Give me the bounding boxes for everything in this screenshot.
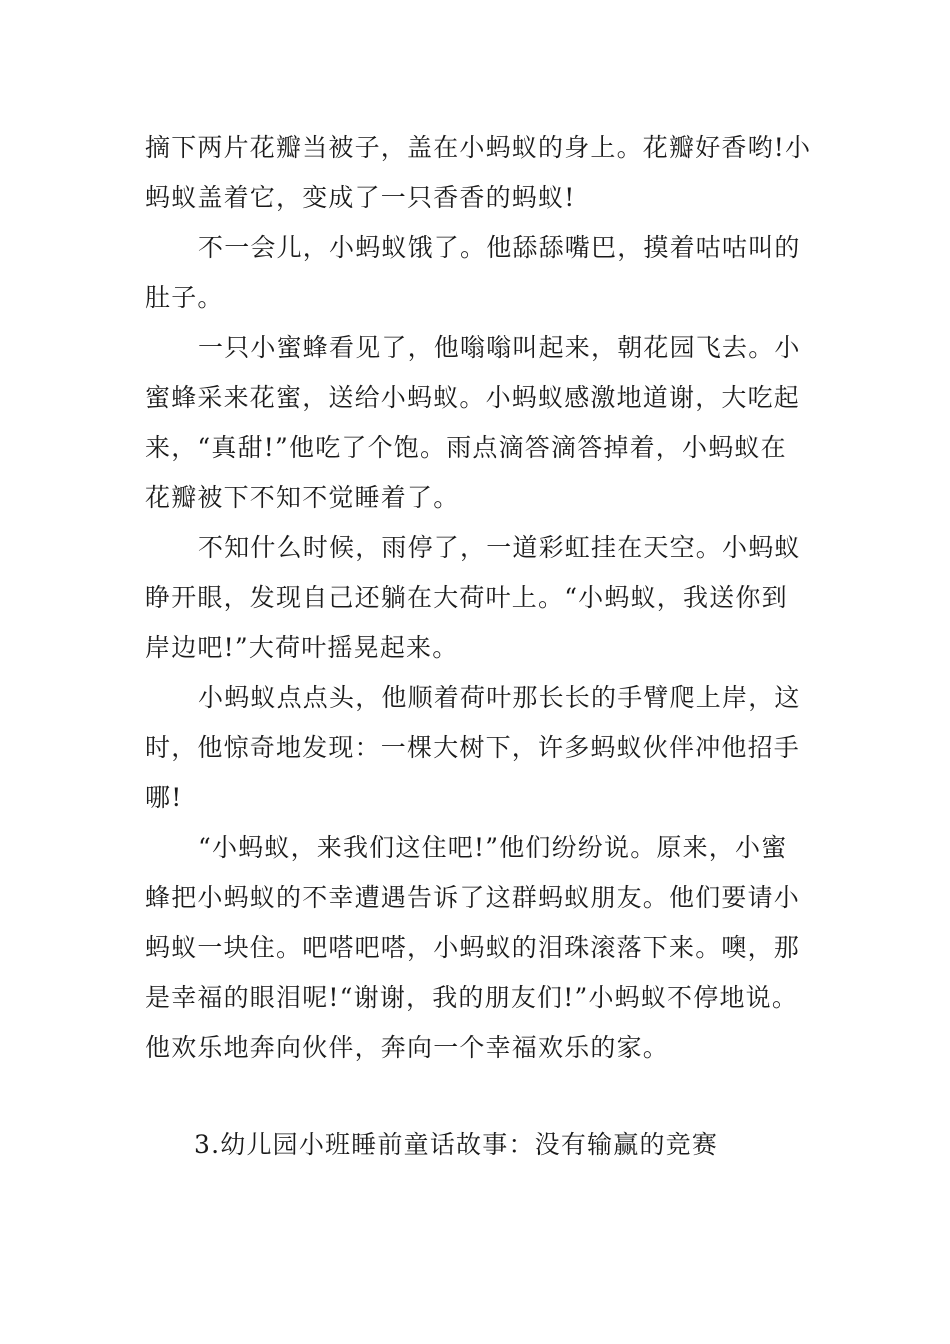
text-line-14: 哪! bbox=[145, 783, 183, 812]
text-line-8: 花瓣被下不知不觉睡着了。 bbox=[145, 483, 460, 512]
text-line-11: 岸边吧!”大荷叶摇晃起来。 bbox=[145, 633, 459, 662]
text-line-13: 时，他惊奇地发现：一棵大树下，许多蚂蚁伙伴冲他招手 bbox=[145, 733, 801, 762]
text-line-9: 不知什么时候，雨停了，一道彩虹挂在天空。小蚂蚁 bbox=[198, 533, 801, 562]
text-line-17: 蚂蚁一块住。吧嗒吧嗒，小蚂蚁的泪珠滚落下来。噢，那 bbox=[145, 933, 801, 962]
text-line-18: 是幸福的眼泪呢!“谢谢，我的朋友们!”小蚂蚁不停地说。 bbox=[145, 983, 799, 1012]
text-line-19: 他欢乐地奔向伙伴，奔向一个幸福欢乐的家。 bbox=[145, 1033, 670, 1062]
section-heading: 3.幼儿园小班睡前童话故事：没有输赢的竞赛 bbox=[194, 1130, 719, 1159]
text-line-12: 小蚂蚁点点头，他顺着荷叶那长长的手臂爬上岸，这 bbox=[198, 683, 801, 712]
text-line-15: “小蚂蚁，来我们这住吧!”他们纷纷说。原来，小蜜 bbox=[198, 833, 788, 862]
text-line-4: 肚子。 bbox=[145, 283, 224, 312]
text-line-3: 不一会儿，小蚂蚁饿了。他舔舔嘴巴，摸着咕咕叫的 bbox=[198, 233, 801, 262]
text-line-16: 蜂把小蚂蚁的不幸遭遇告诉了这群蚂蚁朋友。他们要请小 bbox=[145, 883, 801, 912]
text-line-6: 蜜蜂采来花蜜，送给小蚂蚁。小蚂蚁感激地道谢，大吃起 bbox=[145, 383, 801, 412]
text-line-5: 一只小蜜蜂看见了，他嗡嗡叫起来，朝花园飞去。小 bbox=[198, 333, 801, 362]
text-line-2: 蚂蚁盖着它，变成了一只香香的蚂蚁! bbox=[145, 183, 576, 212]
text-line-7: 来，“真甜!”他吃了个饱。雨点滴答滴答掉着，小蚂蚁在 bbox=[145, 433, 787, 462]
text-line-1: 摘下两片花瓣当被子，盖在小蚂蚁的身上。花瓣好香哟!小 bbox=[145, 133, 812, 162]
text-line-10: 睁开眼，发现自己还躺在大荷叶上。“小蚂蚁，我送你到 bbox=[145, 583, 788, 612]
